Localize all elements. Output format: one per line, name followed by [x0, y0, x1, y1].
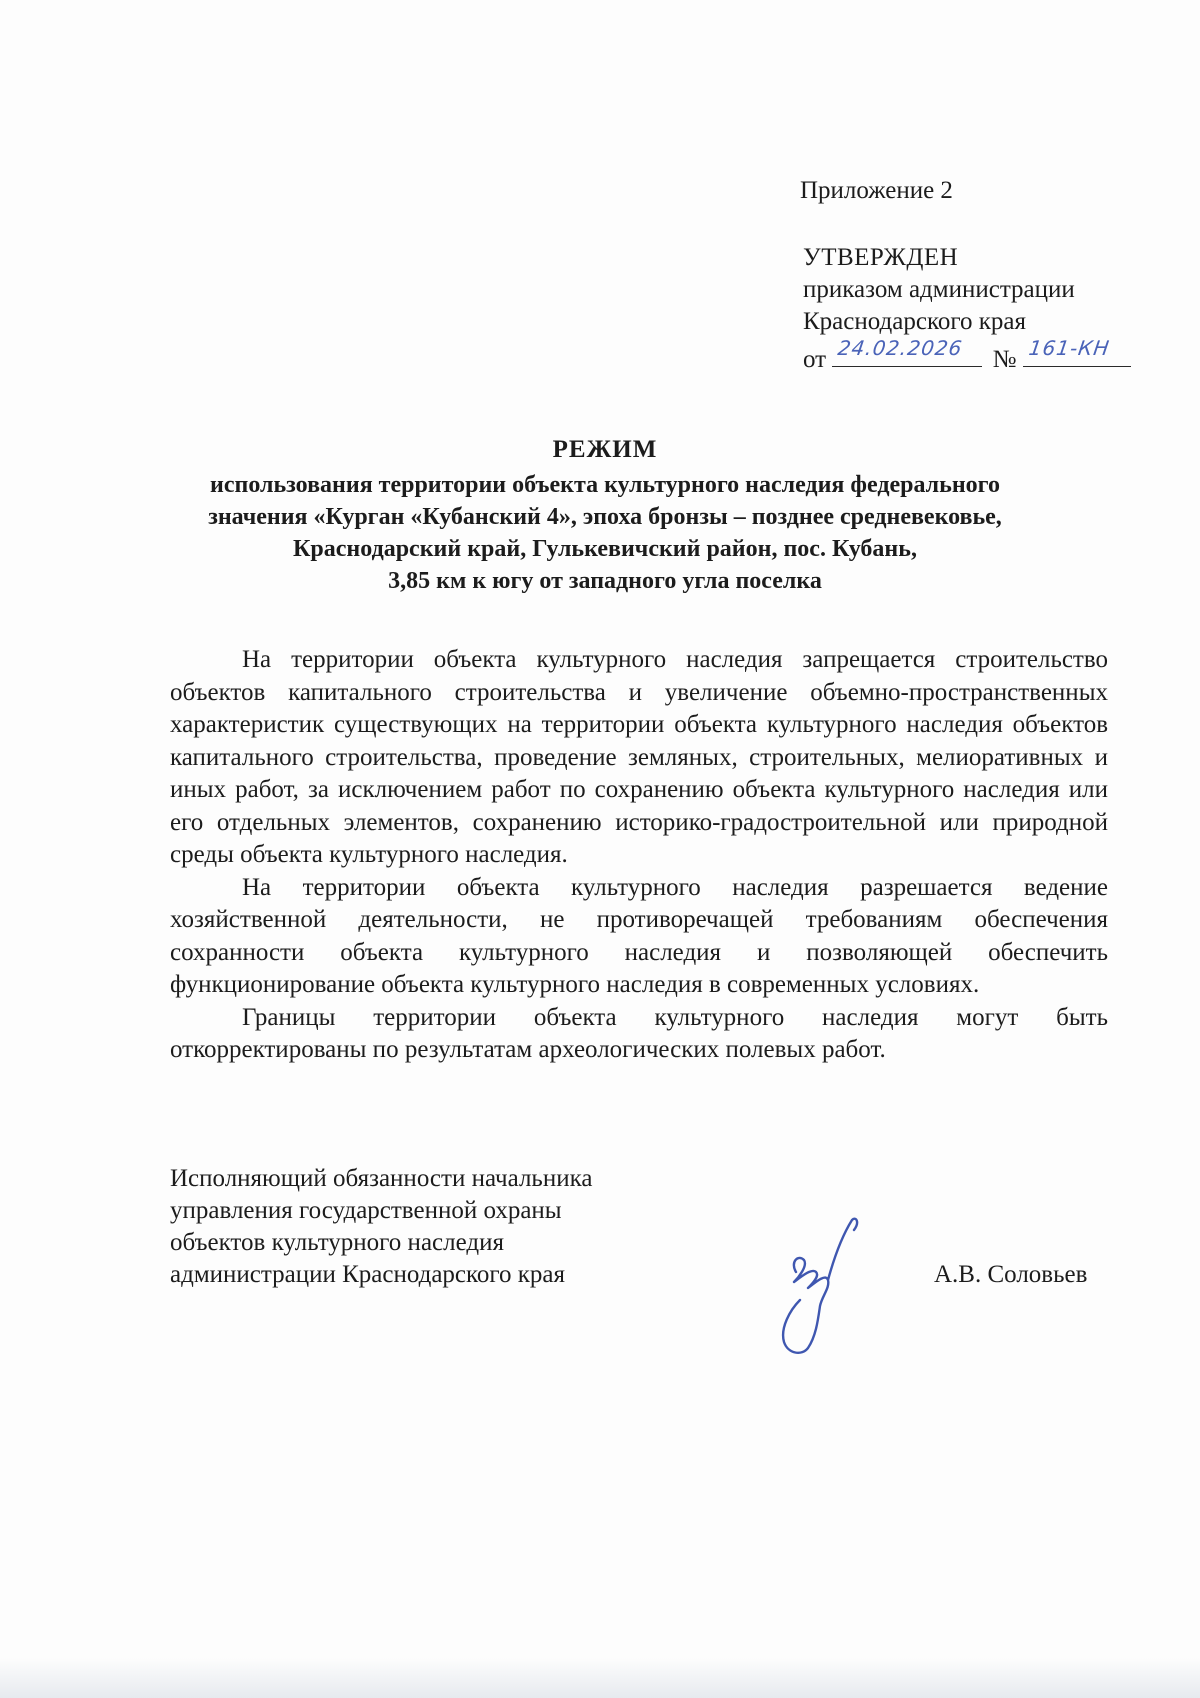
appendix-label: Приложение 2	[800, 177, 953, 204]
document-title	[140, 435, 1070, 597]
document-body	[170, 644, 1108, 1067]
signatory-position	[170, 1163, 592, 1291]
approved-heading: УТВЕРЖДЕН	[803, 244, 959, 271]
title-line-4: 3,85 км к югу от западного угла поселка	[388, 568, 822, 594]
approval-line-2: Краснодарского края	[803, 308, 1026, 335]
title-line-1: использования территории объекта культурного наследия федерального	[210, 472, 1000, 498]
paragraph-boundaries: Границы территории объекта культурного наследия могут быть откорректированы по результатам археологических полевых работ.	[170, 1003, 1108, 1063]
approval-line-1: приказом администрации	[803, 276, 1075, 303]
position-line-2: управления государственной охраны	[170, 1197, 562, 1224]
title-line-2: значения «Курган «Кубанский 4», эпоха бронзы – позднее средневековье,	[208, 504, 1002, 530]
approval-date-row	[803, 338, 1135, 374]
from-label: от	[803, 346, 827, 373]
position-line-1: Исполняющий обязанности начальника	[170, 1165, 593, 1192]
title-word: РЕЖИМ	[552, 436, 658, 463]
handwritten-date: 24.02.2026	[836, 336, 965, 360]
position-line-3: объектов культурного наследия	[170, 1229, 504, 1256]
scan-edge-shading	[0, 1658, 1200, 1698]
title-line-3: Краснодарский край, Гулькевичский район, пос. Кубань,	[293, 536, 917, 562]
number-label: №	[992, 346, 1017, 373]
handwritten-number: 161-КН	[1027, 336, 1112, 360]
paragraph-prohibitions: На территории объекта культурного наследия запрещается строительство объектов капитального строительства и увеличение объемно-пространственных характеристик существующих на территории объекта культурного наследия объектов капитального строительства, проведение земляных, строительных, мелиоративных и иных работ, за исключением работ по сохранению объекта культурного наследия или его отдельных элементов, сохранению историко-градостроительной или природной среды объекта культурного наследия.	[170, 646, 1108, 868]
signatory-name: А.В. Соловьев	[934, 1261, 1088, 1288]
position-line-4: администрации Краснодарского края	[170, 1261, 566, 1288]
date-field	[832, 338, 982, 367]
approval-block	[803, 242, 1135, 374]
paragraph-permissions: На территории объекта культурного наследия разрешается ведение хозяйственной деятельности, не противоречащей требованиям обеспечения сохранности объекта культурного наследия и позволяющей обеспечить функционирование объекта культурного наследия в современных условиях.	[170, 873, 1108, 998]
number-field	[1023, 338, 1131, 367]
handwritten-signature-icon	[768, 1210, 888, 1360]
